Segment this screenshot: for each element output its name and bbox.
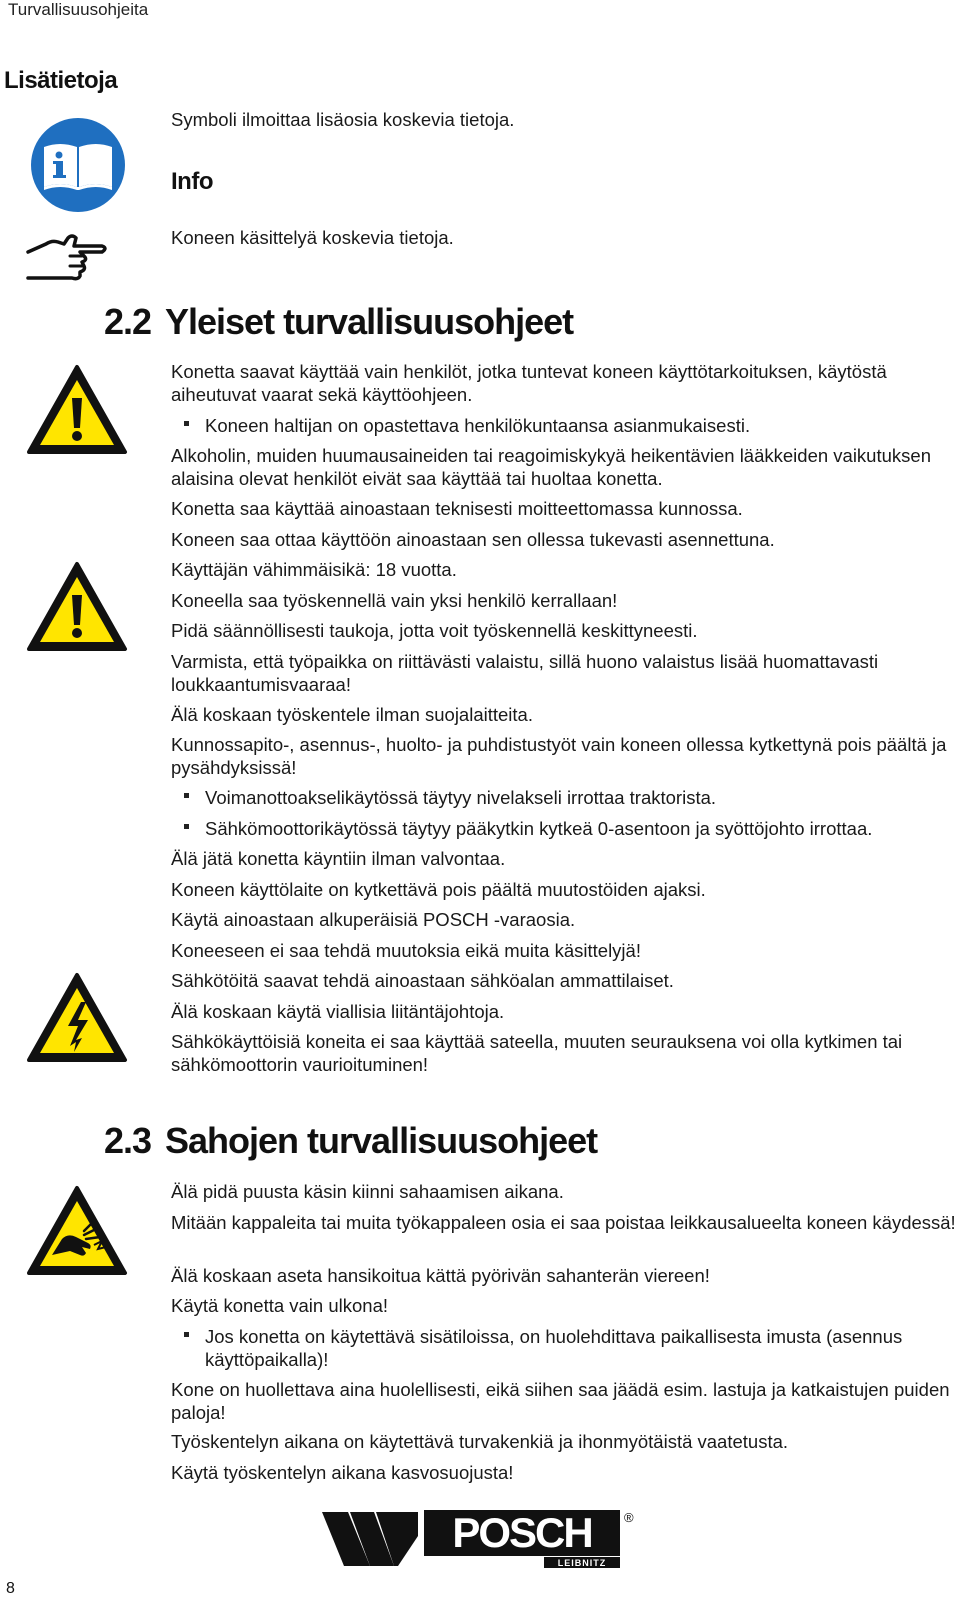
paragraph: Kunnossapito-, asennus-, huolto- ja puhdistustyöt vain koneen ollessa kytkettynä pois päältä ja pysähdyksissä! xyxy=(171,734,947,778)
paragraph: Älä koskaan työskentele ilman suojalaitteita. xyxy=(171,704,533,725)
paragraph: Käytä työskentelyn aikana kasvosuojusta! xyxy=(171,1462,514,1483)
bullet-marker xyxy=(184,824,189,829)
paragraph: Mitään kappaleita tai muita työkappaleen osia ei saa poistaa leikkausalueelta koneen käydessä! xyxy=(171,1212,956,1233)
warning-exclamation-icon xyxy=(26,364,128,461)
paragraph: Käytä konetta vain ulkona! xyxy=(171,1295,389,1316)
bullet-item: Koneen haltijan on opastettava henkilökuntaansa asianmukaisesti. xyxy=(205,415,751,436)
paragraph: Älä koskaan aseta hansikoitua kättä pyörivän sahanterän viereen! xyxy=(171,1265,710,1286)
info-book-icon xyxy=(30,117,126,218)
logo-wordmark: POSCH xyxy=(452,1509,592,1556)
hand-cut-hazard-icon xyxy=(26,1185,128,1282)
paragraph: Konetta saavat käyttää vain henkilöt, jotka tuntevat koneen käyttötarkoituksen, käytöstä aiheutuvat vaarat sekä käyttöohjeen. xyxy=(171,361,887,405)
section-number: 2.2 xyxy=(104,301,152,342)
bullet-marker xyxy=(184,421,189,426)
paragraph: Sähkökäyttöisiä koneita ei saa käyttää sateella, muuten seurauksena voi olla kytkimen tai sähkömoottorin vaurioituminen! xyxy=(171,1031,903,1075)
paragraph: Koneen käyttölaite on kytkettävä pois päältä muutostöiden ajaksi. xyxy=(171,879,706,900)
section-title: Sahojen turvallisuusohjeet xyxy=(165,1120,598,1161)
paragraph: Koneella saa työskennellä vain yksi henkilö kerrallaan! xyxy=(171,590,618,611)
paragraph: Kone on huollettava aina huolellisesti, eikä siihen saa jäädä esim. lastuja ja katkaistujen puiden paloja! xyxy=(171,1379,950,1423)
paragraph: Koneen saa ottaa käyttöön ainoastaan sen ollessa tukevasti asennettuna. xyxy=(171,529,775,550)
section-title: Yleiset turvallisuusohjeet xyxy=(165,301,574,342)
lisatietoja-heading: Lisätietoja xyxy=(4,67,118,94)
info-heading: Info xyxy=(171,168,213,195)
paragraph: Pidä säännöllisesti taukoja, jotta voit työskennellä keskittyneesti. xyxy=(171,620,698,641)
logo-subtitle: LEIBNITZ xyxy=(557,1558,607,1568)
page-number: 8 xyxy=(6,1580,15,1597)
paragraph: Koneeseen ei saa tehdä muutoksia eikä muita käsittelyjä! xyxy=(171,940,641,961)
paragraph: Käyttäjän vähimmäisikä: 18 vuotta. xyxy=(171,559,457,580)
running-header: Turvallisuusohjeita xyxy=(8,0,149,19)
paragraph: Konetta saa käyttää ainoastaan teknisesti moitteettomassa kunnossa. xyxy=(171,498,743,519)
paragraph: Työskentelyn aikana on käytettävä turvakenkiä ja ihonmyötäistä vaatetusta. xyxy=(171,1431,789,1452)
section-number: 2.3 xyxy=(104,1120,152,1161)
paragraph: Käytä ainoastaan alkuperäisiä POSCH -varaosia. xyxy=(171,909,576,930)
bullet-item: Voimanottoakselikäytössä täytyy nivelakseli irrottaa traktorista. xyxy=(205,787,717,808)
pointing-hand-icon xyxy=(24,234,108,289)
warning-exclamation-icon xyxy=(26,561,128,658)
bullet-marker xyxy=(184,1332,189,1337)
bullet-item: Sähkömoottorikäytössä täytyy pääkytkin kytkeä 0-asentoon ja syöttöjohto irrottaa. xyxy=(205,818,873,839)
bullet-item: Jos konetta on käytettävä sisätiloissa, on huolehdittava paikallisesta imusta (asennus käyttöpaikalla)! xyxy=(205,1326,903,1370)
paragraph: Älä jätä konetta käyntiin ilman valvontaa. xyxy=(171,848,506,869)
info-description: Koneen käsittelyä koskevia tietoja. xyxy=(171,227,454,248)
electrical-hazard-icon xyxy=(26,972,128,1069)
posch-logo xyxy=(322,1508,632,1575)
paragraph: Varmista, että työpaikka on riittävästi valaistu, sillä huono valaistus lisää huomattavasti loukkaantumisvaaraa! xyxy=(171,651,879,695)
bullet-marker xyxy=(184,793,189,798)
logo-registered: ® xyxy=(624,1510,634,1525)
symbol-description: Symboli ilmoittaa lisäosia koskevia tietoja. xyxy=(171,109,515,130)
paragraph: Älä koskaan käytä viallisia liitäntäjohtoja. xyxy=(171,1001,505,1022)
paragraph: Sähkötöitä saavat tehdä ainoastaan sähköalan ammattilaiset. xyxy=(171,970,674,991)
paragraph: Alkoholin, muiden huumausaineiden tai reagoimiskykyä heikentävien lääkkeiden vaikutuksen alaisina olevat henkilöt eivät saa käyttää tai huoltaa konetta. xyxy=(171,445,931,489)
paragraph: Älä pidä puusta käsin kiinni sahaamisen aikana. xyxy=(171,1181,564,1202)
